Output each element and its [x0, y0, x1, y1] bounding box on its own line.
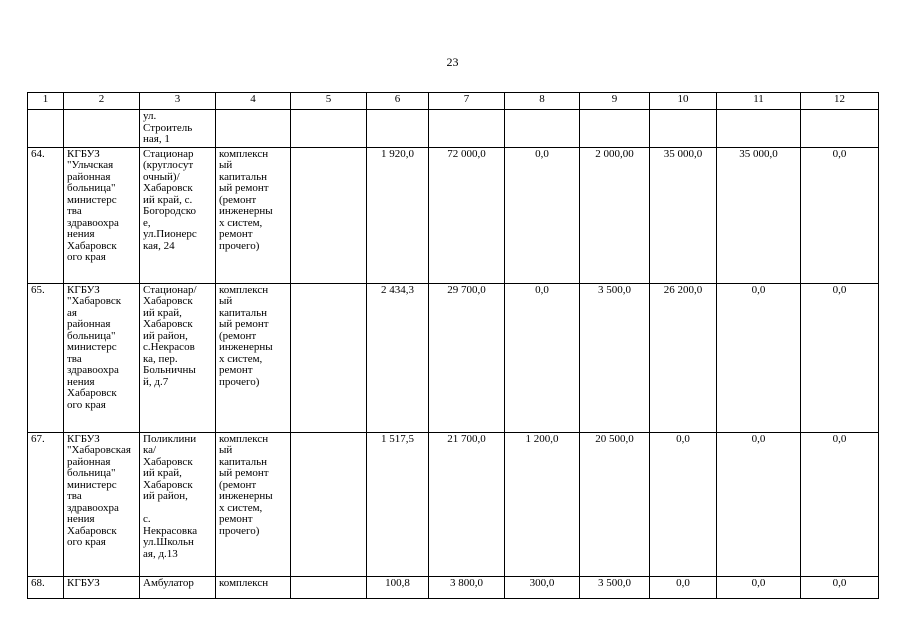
- header-cell: 3: [140, 93, 216, 110]
- header-cell: 11: [717, 93, 801, 110]
- value-cell: 72 000,0: [429, 147, 505, 283]
- continuation-row: [28, 110, 879, 148]
- value-cell: 0,0: [801, 432, 879, 576]
- value-cell: 26 200,0: [650, 283, 717, 432]
- value-cell: 2 000,00: [580, 147, 650, 283]
- value-cell: 20 500,0: [580, 432, 650, 576]
- value-cell: 1 920,0: [367, 147, 429, 283]
- address-cell: ул. Строитель ная, 1: [140, 110, 216, 148]
- address-cell: Стационар (круглосут очный)/ Хабаровск ий край, с. Богородско е, ул.Пионерс кая, 24: [140, 147, 216, 283]
- row-number: 64.: [28, 147, 64, 283]
- header-cell: 2: [64, 93, 140, 110]
- value-cell: 0,0: [801, 147, 879, 283]
- header-cell: 4: [216, 93, 291, 110]
- value-cell: 0,0: [650, 432, 717, 576]
- budget-table: [27, 92, 879, 599]
- value-cell: 0,0: [505, 283, 580, 432]
- table-row: [28, 147, 879, 283]
- table-row: [28, 432, 879, 576]
- value-cell: 1 200,0: [505, 432, 580, 576]
- value-cell: 0,0: [505, 147, 580, 283]
- value-cell: 29 700,0: [429, 283, 505, 432]
- value-cell: 3 500,0: [580, 283, 650, 432]
- org-cell: КГБУЗ "Ульчская районная больница" министерс тва здравоохра нения Хабаровск ого края: [64, 147, 140, 283]
- value-cell: 0,0: [801, 576, 879, 598]
- header-cell: 5: [291, 93, 367, 110]
- table-row: [28, 576, 879, 598]
- value-cell: 0,0: [801, 283, 879, 432]
- value-cell: 3 500,0: [580, 576, 650, 598]
- header-cell: 1: [28, 93, 64, 110]
- address-cell: Поликлини ка/ Хабаровск ий край, Хабаровск ий район, с. Некрасовка ул.Школьн ая, д.13: [140, 432, 216, 576]
- value-cell: 300,0: [505, 576, 580, 598]
- work-cell: комплексн ый капитальн ый ремонт (ремонт инженерны х систем, ремонт прочего): [216, 283, 291, 432]
- work-cell: комплексн ый капитальн ый ремонт (ремонт инженерны х систем, ремонт прочего): [216, 147, 291, 283]
- value-cell: 0,0: [717, 576, 801, 598]
- work-cell: комплексн ый капитальн ый ремонт (ремонт инженерны х систем, ремонт прочего): [216, 432, 291, 576]
- org-cell: КГБУЗ "Хабаровская районная больница" министерс тва здравоохра нения Хабаровск ого края: [64, 432, 140, 576]
- address-cell: Амбулатор: [140, 576, 216, 598]
- row-number: 67.: [28, 432, 64, 576]
- org-cell: КГБУЗ: [64, 576, 140, 598]
- value-cell: [291, 283, 367, 432]
- address-cell: Стационар/ Хабаровск ий край, Хабаровск ий район, с.Некрасов ка, пер. Больничны й, д.7: [140, 283, 216, 432]
- header-row: [28, 93, 879, 110]
- header-cell: 6: [367, 93, 429, 110]
- header-cell: 7: [429, 93, 505, 110]
- value-cell: 21 700,0: [429, 432, 505, 576]
- value-cell: [291, 576, 367, 598]
- header-cell: 9: [580, 93, 650, 110]
- value-cell: 1 517,5: [367, 432, 429, 576]
- row-number: 65.: [28, 283, 64, 432]
- row-number: 68.: [28, 576, 64, 598]
- page-number: 23: [446, 55, 459, 69]
- header-cell: 8: [505, 93, 580, 110]
- org-cell: КГБУЗ "Хабаровск ая районная больница" министерс тва здравоохра нения Хабаровск ого края: [64, 283, 140, 432]
- value-cell: 2 434,3: [367, 283, 429, 432]
- work-cell: комплексн: [216, 576, 291, 598]
- value-cell: [291, 147, 367, 283]
- value-cell: 0,0: [717, 283, 801, 432]
- table-row: [28, 283, 879, 432]
- value-cell: 0,0: [717, 432, 801, 576]
- header-cell: 10: [650, 93, 717, 110]
- value-cell: 35 000,0: [717, 147, 801, 283]
- header-cell: 12: [801, 93, 879, 110]
- value-cell: 35 000,0: [650, 147, 717, 283]
- value-cell: 3 800,0: [429, 576, 505, 598]
- value-cell: [291, 432, 367, 576]
- value-cell: 100,8: [367, 576, 429, 598]
- value-cell: 0,0: [650, 576, 717, 598]
